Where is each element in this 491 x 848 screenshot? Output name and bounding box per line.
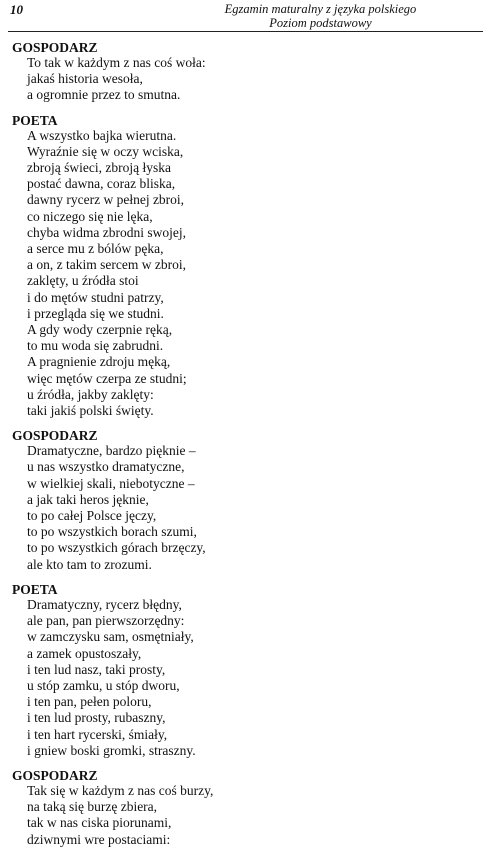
- speaker-name: GOSPODARZ: [12, 767, 98, 783]
- verse-line: Tak się w każdym z nas coś burzy,: [27, 782, 214, 798]
- header-exam-level: Poziom podstawowy: [269, 16, 372, 30]
- speaker-name: POETA: [12, 112, 58, 128]
- page-header: [150, 2, 491, 30]
- verse-line: tak w nas ciska piorunami,: [27, 815, 172, 831]
- verse-line: postać dawna, coraz bliska,: [27, 176, 176, 192]
- dialogue-block: [12, 40, 481, 104]
- verse-line: na taką się burzę zbiera,: [27, 799, 158, 815]
- verse-line: u nas wszystko dramatyczne,: [27, 459, 185, 475]
- verse-line: to po wszystkich górach brzęczy,: [27, 540, 206, 556]
- verse-line: zbroją świeci, zbroją łyska: [27, 160, 171, 176]
- verse-line: ale pan, pan pierwszorzędny:: [27, 613, 185, 629]
- header-exam-title: Egzamin maturalny z języka polskiego: [224, 2, 417, 16]
- page-number: 10: [10, 2, 23, 17]
- verse-line: to po całej Polsce jęczy,: [27, 508, 157, 524]
- verse-line: to mu woda się zabrudni.: [27, 338, 164, 354]
- speaker-name: GOSPODARZ: [12, 40, 98, 55]
- verse-line: a serce mu z bólów pęka,: [27, 241, 164, 257]
- verse-line: a zamek opustoszały,: [27, 645, 142, 661]
- verse-line: ale kto tam to zrozumi.: [27, 556, 152, 572]
- verse-line: Wyraźnie się w oczy wciska,: [27, 143, 184, 159]
- verse-line: to po wszystkich borach szumi,: [27, 524, 197, 540]
- verse-line: Dramatyczne, bardzo pięknie –: [27, 443, 196, 459]
- verse-line: i gniew boski gromki, straszny.: [27, 742, 196, 758]
- verse-line: u źródła, jakby zaklęty:: [27, 386, 154, 402]
- verse-line: w wielkiej skali, niebotyczne –: [27, 475, 195, 491]
- dialogue-block: [12, 428, 481, 573]
- verse-line: i ten lud prosty, rubaszny,: [27, 710, 166, 726]
- dialogue-block: [12, 582, 481, 759]
- verse-line: co niczego się nie lęka,: [27, 208, 153, 224]
- verse-line: jakaś historia wesoła,: [27, 71, 143, 87]
- verse-line: dawny rycerz w pełnej zbroi,: [27, 192, 185, 208]
- speaker-name: POETA: [12, 581, 58, 597]
- verse-line: A gdy wody czerpnie ręką,: [27, 322, 173, 338]
- verse-line: a on, z takim sercem w zbroi,: [27, 257, 186, 273]
- verse-line: A wszystko bajka wierutna.: [27, 127, 177, 143]
- verse-line: taki jakiś polski święty.: [27, 403, 154, 419]
- verse-line: a jak taki heros jęknie,: [27, 491, 149, 507]
- verse-line: a ogromnie przez to smutna.: [27, 87, 181, 103]
- header-divider: [8, 31, 483, 32]
- verse-line: u stóp zamku, u stóp dworu,: [27, 677, 180, 693]
- drama-text: [12, 40, 481, 848]
- verse-line: i przegląda się we studni.: [27, 305, 164, 321]
- verse-line: zaklęty, u źródła stoi: [27, 273, 139, 289]
- verse-line: A pragnienie zdroju męką,: [27, 354, 171, 370]
- verse-line: w zamczysku sam, osmętniały,: [27, 629, 194, 645]
- verse-line: Dramatyczny, rycerz błędny,: [27, 596, 182, 612]
- verse-line: To tak w każdym z nas coś woła:: [27, 55, 206, 70]
- verse-line: chyba widma zbrodni swojej,: [27, 224, 186, 240]
- verse-line: i ten pan, pełen poloru,: [27, 694, 152, 710]
- verse-line: i ten lud nasz, taki prosty,: [27, 661, 166, 677]
- verse-line: i do mętów studni patrzy,: [27, 289, 164, 305]
- dialogue-block: [12, 113, 481, 420]
- verse-line: więc mętów czerpa ze studni;: [27, 370, 187, 386]
- verse-line: i ten hart rycerski, śmiały,: [27, 726, 168, 742]
- speaker-name: GOSPODARZ: [12, 428, 98, 444]
- verse-line: dziwnymi wre postaciami:: [27, 831, 171, 847]
